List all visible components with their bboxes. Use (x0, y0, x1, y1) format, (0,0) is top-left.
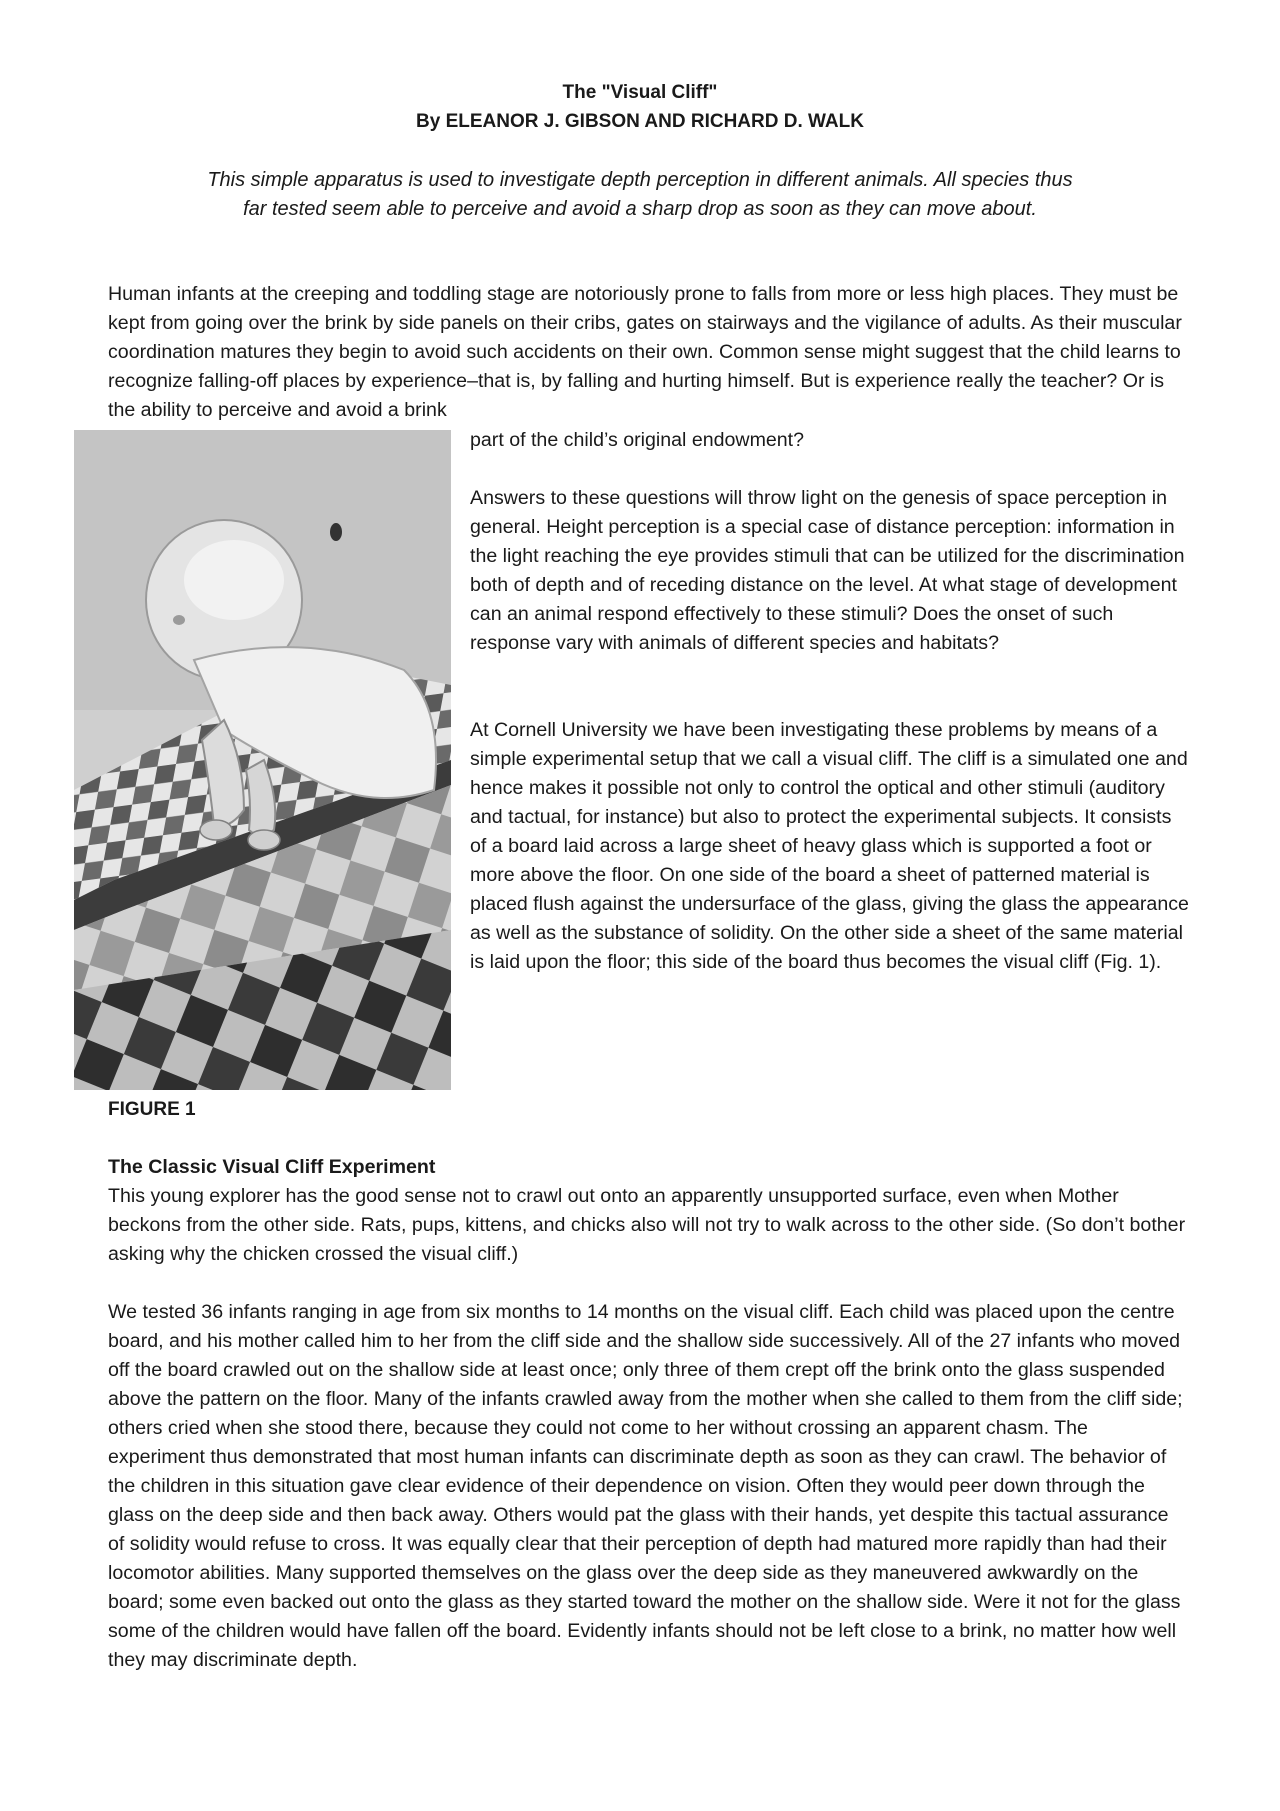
paragraph-cornell: At Cornell University we have been investigating these problems by means of a simple experimental setup that we call a visual cliff. The cliff is a simulated one and hence makes it possible not only to control the optical and other stimuli (auditory and tactual, for instance) but also to protect the experimental subjects. It consists of a board laid across a large sheet of heavy glass which is supported a foot or more above the floor. On one side of the board a sheet of patterned material is placed flush against the undersurface of the glass, giving the glass the appearance as well as the substance of solidity. On the other side a sheet of the same material is laid upon the floor; this side of the board thus becomes the visual cliff (Fig. 1). (470, 719, 1189, 973)
article-byline: By ELEANOR J. GIBSON AND RICHARD D. WALK (416, 111, 864, 132)
paragraph-answers: Answers to these questions will throw light on the genesis of space perception in general. Height perception is a special case of distance perception: information in the light reaching the eye provides stimuli that can be utilized for the discrimination both of depth and of receding distance on the level. At what stage of development can an animal respond effectively to these stimuli? Does the onset of such response vary with animals of different species and habitats? (470, 487, 1185, 654)
paragraph-results: We tested 36 infants ranging in age from six months to 14 months on the visual cliff. Each child was placed upon the centre board, and his mother called him to her from the cliff side and the shallow side successively. All of the 27 infants who moved off the board crawled out on the shallow side at least once; only three of them crept off the brink onto the glass suspended above the pattern on the floor. Many of the infants crawled away from the mother when she called to them from the cliff side; others cried when she stood there, because they could not come to her without crossing an apparent chasm. The experiment thus demonstrated that most human infants can discriminate depth as soon as they can crawl. The behavior of the children in this situation gave clear evidence of their dependence on vision. Often they would peer down through the glass on the deep side and then back away. Others would pat the glass with their hands, yet despite this tactual assurance of solidity would refuse to cross. It was equally clear that their perception of depth had matured more rapidly than had their locomotor abilities. Many supported themselves on the glass over the deep side as they maneuvered awkwardly on the board; some even backed out onto the glass as they started toward the mother on the shallow side. Were it not for the glass some of the children would have fallen off the board. Evidently infants should not be left close to a brink, no matter how well they may discriminate depth. (108, 1301, 1183, 1671)
article-summary: This simple apparatus is used to investigate depth perception in different animals. All species thus far tested seem able to perceive and avoid a sharp drop as soon as they can move about. (207, 169, 1073, 220)
article-title: The "Visual Cliff" (562, 82, 718, 103)
paragraph-intro: Human infants at the creeping and toddling stage are notoriously prone to falls from more or less high places. They must be kept from going over the brink by side panels on their cribs, gates on stairways and the vigilance of adults. As their muscular coordination matures they begin to avoid such accidents on their own. Common sense might suggest that the child learns to recognize falling-off places by experience–that is, by falling and hurting himself. But is experience really the teacher? Or is the ability to perceive and avoid a brink (108, 283, 1182, 421)
visual-cliff-photo (74, 430, 451, 1090)
paragraph-intro-tail: part of the child’s original endowment? (470, 429, 805, 451)
figure-caption-title: The Classic Visual Cliff Experiment (108, 1156, 436, 1178)
figure-label: FIGURE 1 (108, 1099, 196, 1120)
figure-caption: This young explorer has the good sense not to crawl out onto an apparently unsupported surface, even when Mother beckons from the other side. Rats, pups, kittens, and chicks also will not try to walk across to the other side. (So don’t bother asking why the chicken crossed the visual cliff.) (108, 1185, 1186, 1265)
